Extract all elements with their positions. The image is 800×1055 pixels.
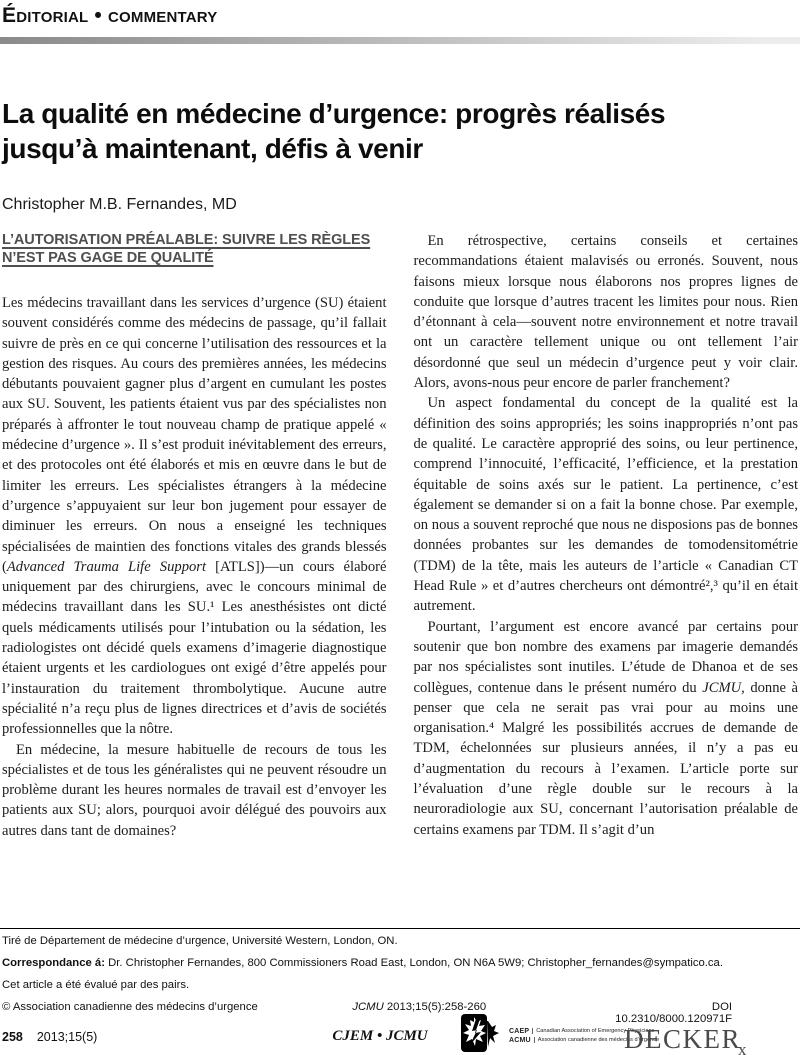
- article-body: [2, 231, 798, 925]
- maple-leaf-icon: [461, 1012, 503, 1055]
- paragraph: Un aspect fondamental du concept de la qualité est la définition des soins appropriés; les soins inappropriés n’ont pas de qualité. Le caractère approprié des soins, ou leur pertinence, comprend l’innocuité, l’efficacité, l’efficience, et la prestation équitable de soins axés sur le patient. La pertinence, c’est également se demander si on a fait la bonne chose. Par exemple, on nous a souvent reproché que nous ne disposions pas de bonnes données probantes sur les demandes de tomodensitométrie (TDM) de la tête, mais les auteurs de l’article « Canadian CT Head Rule » et d’autres chercheurs ont démontré²,³ qu’il en était autrement.: [413, 395, 798, 615]
- copyright-line: © Association canadienne des médecins d’urgence: [2, 1001, 258, 1013]
- acmu-acronym: ACMU: [509, 1036, 531, 1044]
- article-footer: [0, 928, 800, 1025]
- page-number: 258: [2, 1030, 23, 1044]
- right-column: [414, 231, 799, 925]
- affiliation-line: Tiré de Département de médecine d’urgence, Université Western, London, ON.: [2, 935, 398, 947]
- article-type-kicker: Éditorial • commentary: [2, 4, 218, 27]
- correspondence-text: Dr. Christopher Fernandes, 800 Commissioners Road East, London, ON N6A 5W9; Christopher_fernandes@sympatico.ca.: [104, 957, 723, 969]
- paragraph: Pourtant, l’argument est encore avancé par certains pour soutenir que bon nombre des examens par imagerie demandés par nos spécialistes sont inutiles. L’étude de Dhanoa et de ses collègues, contenue dans le présent numéro du JCMU, donne à penser que cela ne serait pas vrai pour au moins une organisation.⁴ Malgré les possibilités accrues de demande de TDM, échelonnées sur plusieurs années, il n’y a pas eu d’augmentation du recours à l’examen. L’article porte sur l’évaluation d’une règle double sur le recours à la neuroradiologie aux SU, concernant l’autorisation préalable de certains examens par TDM. Il s’agit d’un: [413, 618, 798, 838]
- left-column: [2, 231, 387, 925]
- decker-rx-subscript: x: [738, 1040, 748, 1055]
- paragraph: En médecine, la mesure habituelle de recours de tous les spécialistes et de tous les généralistes qui ne peuvent résoudre un problème durant les heures normales de travail est d’envoyer les patients aux SU; alors, pourquoi avoir délégué des pouvoirs aux autres dans tant de domaines?: [2, 741, 387, 839]
- paragraph: Les médecins travaillant dans les services d’urgence (SU) étaient souvent considérés comme des médecins de passage, qu’il fallait suivre de près en ce qui concerne l’utilisation des ressources et la gestion des risques. Au cours des premières années, les médecins débutants pouvaient gagner plus d’argent en cumulant les postes aux SU. Souvent, les patients étaient vus par des spécialistes non préparés à affronter le tout nouveau champ de pratique appelé « médecine d’urgence ». Il s’est produit inévitablement des erreurs, et des protocoles ont été élaborés et mis en œuvre dans le but de limiter les erreurs. Les spécialistes étrangers à la médecine d’urgence s’appuyaient sur leur bon jugement pour essayer de diminuer les erreurs. On nous a enseigné les techniques spécialisées de maintien des fonctions vitales des grands blessés (Advanced Trauma Life Support [ATLS])—un cours élaboré uniquement par des chirurgiens, avec le concours minimal de médecins travaillant dans les SU.¹ Les anesthésistes ont dicté quels médicaments utilisés pour l’intubation ou la sédation, les radiologistes ont décidé quels examens d’imagerie diagnostique étaient urgents et les cardiologues ont exigé d’être appelés pour l’instauration du traitement thrombolytique. Aucune autre spécialité n’a reçu plus de lignes directrices et d’avis de sociétés professionnelles que la nôtre.: [2, 295, 387, 738]
- caep-description: Canadian Association of Emergency Physicians: [532, 1028, 654, 1034]
- doi: DOI 10.2310/8000.120971F: [615, 1001, 732, 1025]
- citation: JCMU 2013;15(5):258-260: [352, 1001, 487, 1013]
- section-heading: L’AUTORISATION PRÉALABLE: SUIVRE LES RÈGLES N’EST PAS GAGE DE QUALITÉ: [2, 232, 371, 266]
- page-bottom-bar: [0, 1018, 800, 1055]
- decker-wordmark: DECKER: [624, 1024, 741, 1054]
- decker-publisher-logo: [624, 1024, 748, 1055]
- peer-review-line: Cet article a été évalué par des pairs.: [2, 979, 190, 991]
- journal-name: CJEM • JCMU: [332, 1028, 428, 1044]
- correspondence-line: [2, 957, 798, 969]
- correspondence-label: Correspondance á:: [2, 957, 105, 969]
- paragraph: En rétrospective, certains conseils et certaines recommandations étaient malavisés ou erronés. Souvent, nous faisons mieux lorsque nous élaborons nos propres lignes de conduite que lorsque d’autres tracent les limites pour nous. Rien d’étonnant à cela—souvent notre environnement et notre travail ont un caractère tellement unique ou ont tellement l’air désordonné que seul un médecin d’urgence peut y voir clair. Alors, avons-nous peur encore de parler franchement?: [413, 233, 798, 392]
- caep-acronym: CAEP: [509, 1027, 530, 1035]
- header-gradient-rule: [0, 37, 800, 44]
- page-number-group: [2, 1030, 97, 1044]
- author-byline: Christopher M.B. Fernandes, MD: [2, 196, 237, 213]
- issue-label: 2013;15(5): [36, 1030, 98, 1044]
- acmu-description: Association canadienne des médecins d’urgence: [534, 1037, 659, 1043]
- article-title: La qualité en médecine d’urgence: progrès réalisés jusqu’à maintenant, défis à venir: [2, 98, 666, 164]
